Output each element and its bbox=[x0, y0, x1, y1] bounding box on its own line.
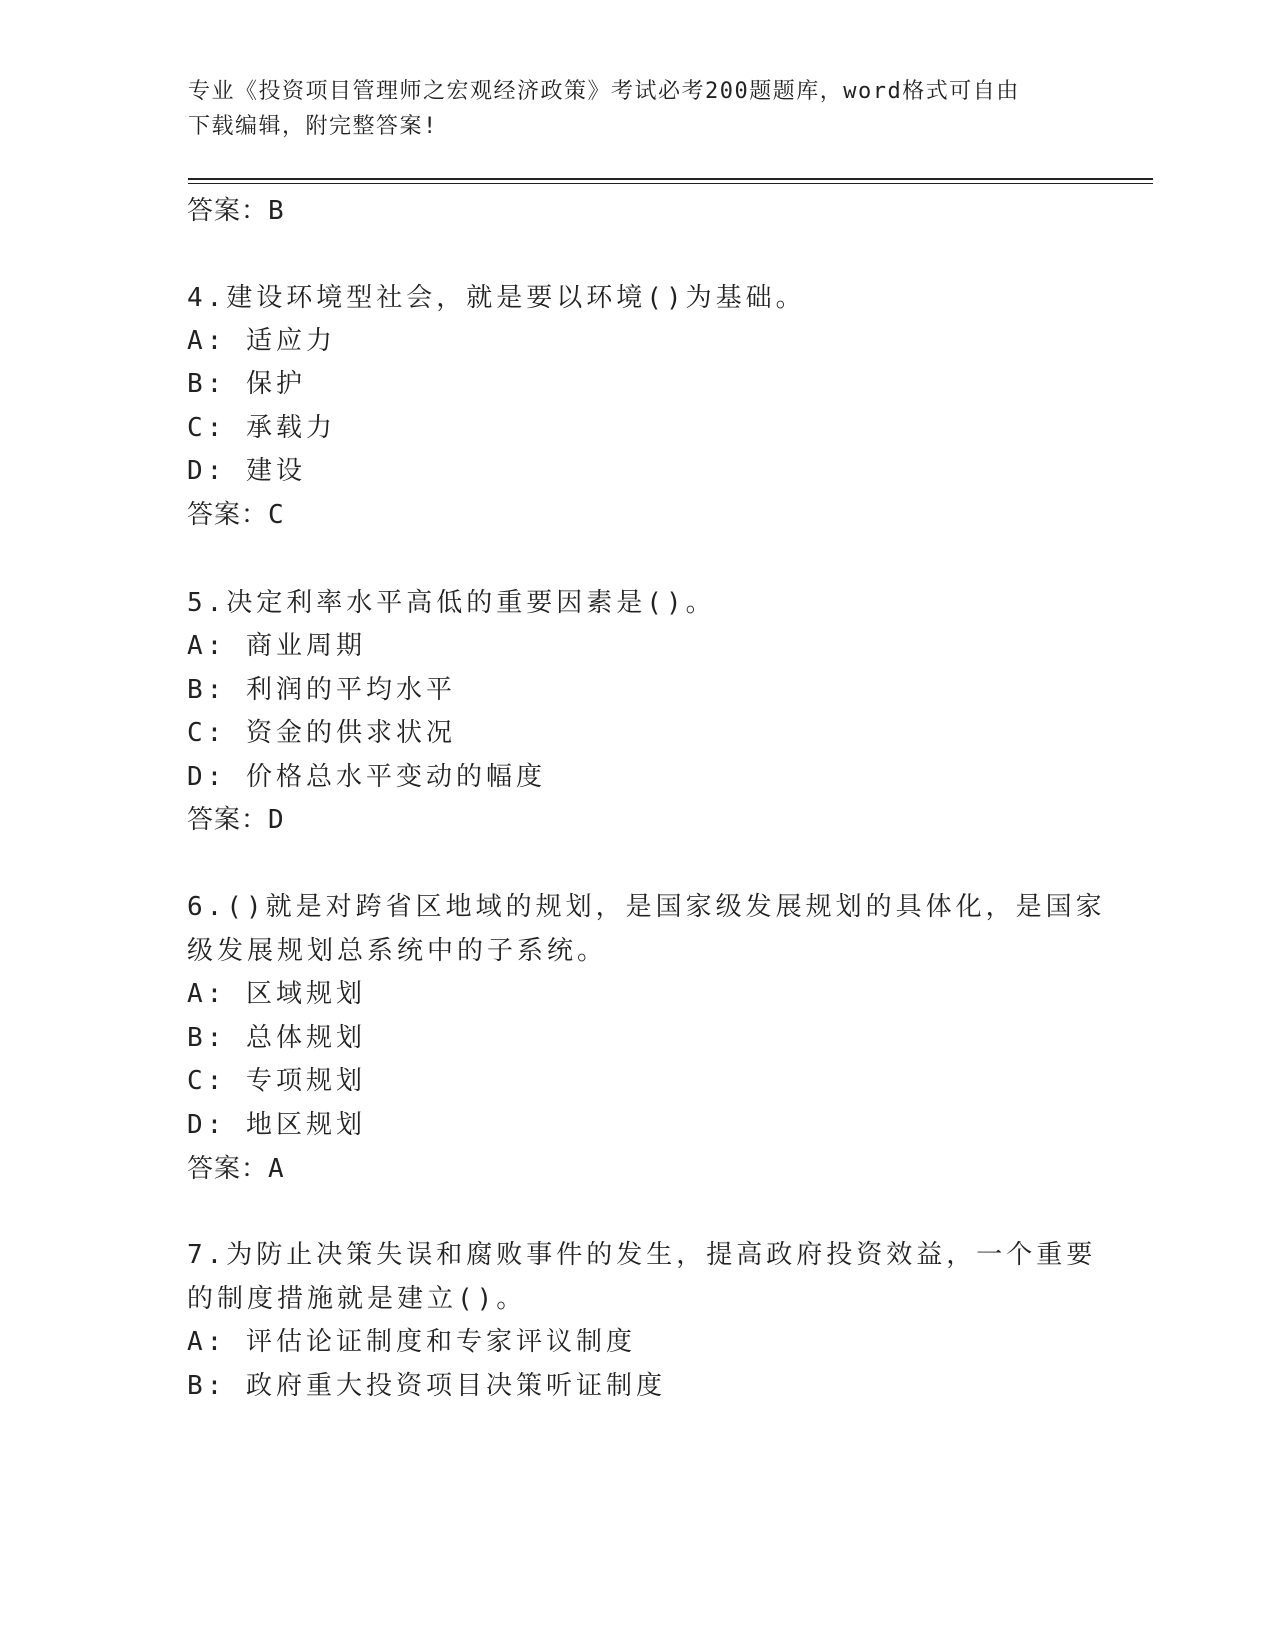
question-7-option-a: A: 评估论证制度和专家评议制度 bbox=[187, 1327, 636, 1357]
question-6-option-c: C: 专项规划 bbox=[187, 1066, 366, 1096]
question-6-option-a: A: 区域规划 bbox=[187, 979, 366, 1009]
question-5-text: 5.决定利率水平高低的重要因素是()。 bbox=[187, 588, 716, 618]
question-5-option-c: C: 资金的供求状况 bbox=[187, 718, 456, 748]
question-6-option-b: B: 总体规划 bbox=[187, 1023, 366, 1053]
question-4-text: 4.建设环境型社会，就是要以环境()为基础。 bbox=[187, 283, 806, 313]
header-line-2: 下载编辑，附完整答案! bbox=[188, 114, 438, 139]
question-5-answer: 答案：D bbox=[187, 805, 285, 835]
question-4-option-d: D: 建设 bbox=[187, 456, 306, 486]
answer-line: 答案：B bbox=[187, 196, 285, 226]
document-header bbox=[188, 74, 1088, 144]
question-5-option-b: B: 利润的平均水平 bbox=[187, 675, 456, 705]
question-7-text-line-2: 的制度措施就是建立()。 bbox=[187, 1284, 527, 1314]
question-4-option-a: A: 适应力 bbox=[187, 326, 336, 356]
header-line-1: 专业《投资项目管理师之宏观经济政策》考试必考200题题库，word格式可自由 bbox=[188, 79, 1020, 104]
question-7-option-b: B: 政府重大投资项目决策听证制度 bbox=[187, 1371, 666, 1401]
question-6-answer: 答案：A bbox=[187, 1154, 285, 1184]
question-4-option-b: B: 保护 bbox=[187, 369, 306, 399]
question-6-option-d: D: 地区规划 bbox=[187, 1110, 366, 1140]
question-5-option-d: D: 价格总水平变动的幅度 bbox=[187, 762, 546, 792]
question-4-answer: 答案：C bbox=[187, 500, 285, 530]
header-divider bbox=[188, 178, 1153, 180]
question-6-text-line-2: 级发展规划总系统中的子系统。 bbox=[187, 936, 608, 966]
question-5-option-a: A: 商业周期 bbox=[187, 631, 366, 661]
question-6-text-line-1: 6.()就是对跨省区地域的规划，是国家级发展规划的具体化，是国家 bbox=[187, 892, 1106, 922]
header-divider-thin bbox=[188, 183, 1153, 184]
question-7-text-line-1: 7.为防止决策失误和腐败事件的发生，提高政府投资效益，一个重要 bbox=[187, 1240, 1097, 1270]
question-4-option-c: C: 承载力 bbox=[187, 413, 336, 443]
